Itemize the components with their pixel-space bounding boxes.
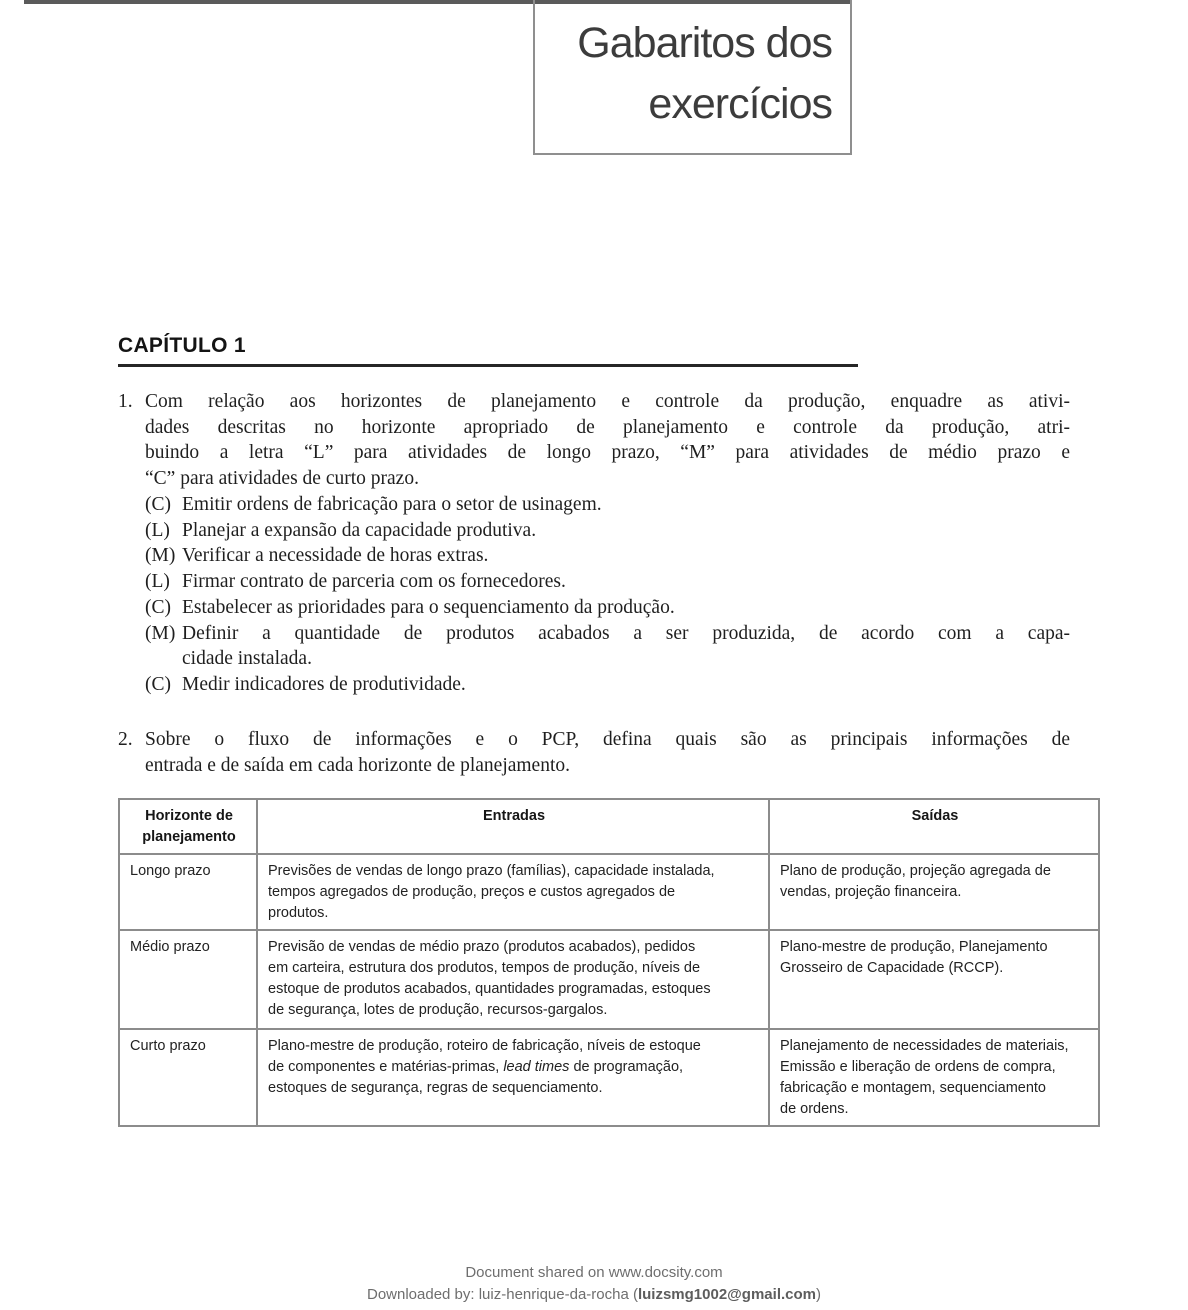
answer-letter: (L) (145, 571, 170, 593)
answer-text: Verificar a necessidade de horas extras. (182, 545, 489, 567)
question-2-number: 2. (118, 729, 133, 750)
download-info-suffix: ) (816, 1286, 821, 1303)
cell-inputs: Previsões de vendas de longo prazo (famílias), capacidade instalada, tempos agregados de produção, preços e custos agregados de produtos. (257, 854, 769, 930)
chapter-heading: CAPÍTULO 1 (118, 334, 246, 357)
cell-inputs: Plano-mestre de produção, roteiro de fabricação, níveis de estoque de componentes e matérias-primas, lead times de programação, estoques de segurança, regras de sequenciamento. (257, 1029, 769, 1126)
question-2 (118, 727, 1070, 778)
question-1-text: Com relação aos horizontes de planejamento e controle da produção, enquadre as ativi- dades descritas no horizonte apropriado de planejamento e controle da produção, atri- buindo a letra “L” para atividades de longo prazo, “M” para atividades de médio prazo e “C” para atividades de curto prazo. (145, 391, 1070, 490)
answer-letter: (C) (145, 673, 171, 695)
answer-letter: (M) (145, 622, 176, 644)
answer-text: Medir indicadores de produtividade. (182, 673, 466, 695)
cell-horizon: Médio prazo (119, 930, 257, 1029)
watermark-line-2 (0, 1284, 1188, 1306)
answer-item (145, 492, 1070, 518)
cell-horizon: Longo prazo (119, 854, 257, 930)
download-info-prefix: Downloaded by: luiz-henrique-da-rocha ( (366, 1286, 638, 1303)
question-1-number: 1. (118, 391, 133, 412)
cell-inputs: Previsão de vendas de médio prazo (produtos acabados), pedidos em carteira, estrutura dos produtos, tempos de produção, níveis de estoque de produtos acabados, quantidades programadas, estoques de segurança, lotes de produção, recursos-gargalos. (257, 930, 769, 1029)
question-1 (118, 389, 1070, 492)
cell-outputs: Planejamento de necessidades de materiais, Emissão e liberação de ordens de compra, fabricação e montagem, sequenciamento de ordens. (769, 1029, 1099, 1126)
heading-rule (118, 364, 858, 367)
answer-item (145, 595, 1070, 621)
cell-outputs: Plano-mestre de produção, Planejamento Grosseiro de Capacidade (RCCP). (769, 930, 1099, 1029)
question-2-text: Sobre o fluxo de informações e o PCP, defina quais são as principais informações de entrada e de saída em cada horizonte de planejamento. (145, 729, 1070, 776)
answer-text: Firmar contrato de parceria com os fornecedores. (182, 571, 566, 593)
answer-item (145, 569, 1070, 595)
answer-text: Definir a quantidade de produtos acabados a ser produzida, de acordo com a capa- cidade instalada. (182, 622, 1070, 670)
answer-letter: (C) (145, 494, 171, 515)
planning-horizons-table (118, 798, 1100, 1127)
page-title: Gabaritos dos exercícios (577, 19, 832, 128)
table-header-inputs: Entradas (257, 799, 769, 854)
watermark-footer (0, 1262, 1188, 1306)
table-row-medio-prazo (119, 930, 1099, 1029)
answer-letter: (C) (145, 596, 171, 618)
question-1-answer-list (145, 492, 1070, 698)
answer-item (145, 672, 1070, 698)
answer-text: Planejar a expansão da capacidade produtiva. (182, 519, 537, 541)
table-header-outputs: Saídas (769, 799, 1099, 854)
table-row-curto-prazo (119, 1029, 1099, 1126)
answer-letter: (M) (145, 545, 176, 567)
table-header-horizon: Horizonte de planejamento (119, 799, 257, 854)
answer-item (145, 543, 1070, 569)
watermark-line-1: Document shared on www.docsity.com (465, 1264, 723, 1281)
answer-text: Estabelecer as prioridades para o sequenciamento da produção. (182, 596, 675, 618)
answer-text: Emitir ordens de fabricação para o setor de usinagem. (182, 494, 602, 515)
answer-item (145, 621, 1070, 672)
cell-outputs: Plano de produção, projeção agregada de vendas, projeção financeira. (769, 854, 1099, 930)
chapter-title-box (533, 0, 852, 155)
answer-item (145, 518, 1070, 544)
downloader-email: luizsmg1002@gmail.com (637, 1286, 816, 1303)
table-row-longo-prazo (119, 854, 1099, 930)
table-header-row (119, 799, 1099, 854)
cell-horizon: Curto prazo (119, 1029, 257, 1126)
answer-letter: (L) (145, 519, 170, 541)
